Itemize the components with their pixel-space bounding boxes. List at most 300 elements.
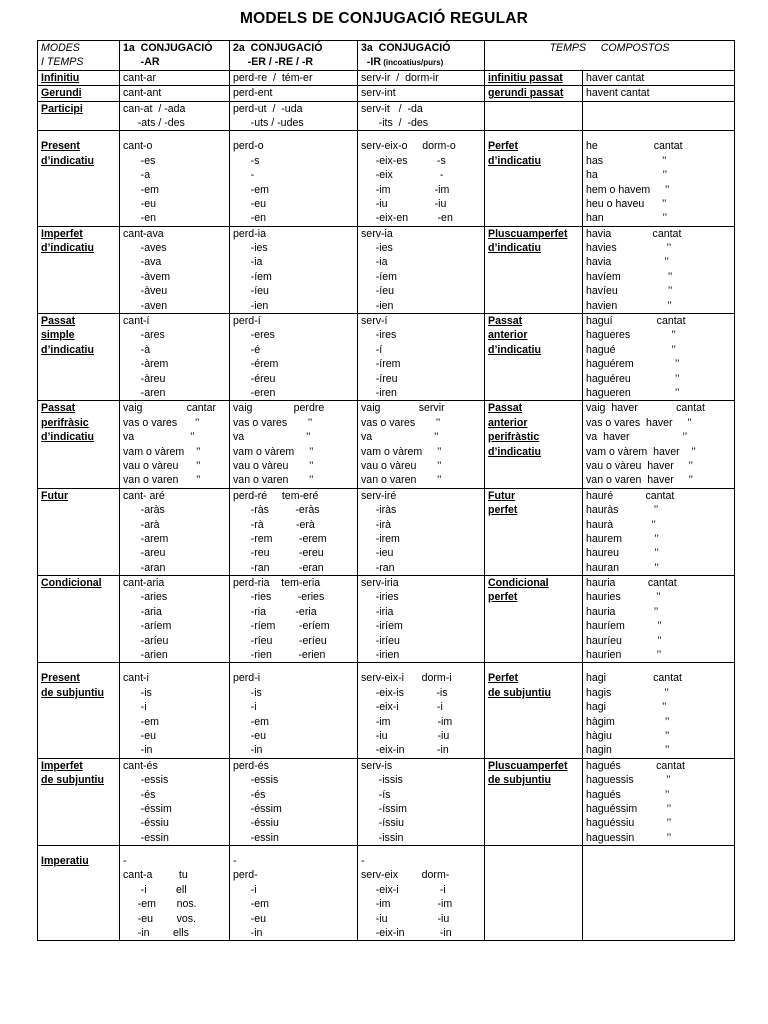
conj-2-forms-line: -ran -eran — [233, 561, 324, 574]
conj-2-forms — [230, 663, 358, 758]
conj-2-forms-line: -in — [233, 744, 263, 757]
conj-1-forms — [120, 576, 230, 663]
conj-3-forms-line: -iu -iu — [361, 729, 450, 742]
table-row — [38, 758, 735, 845]
conj-2-forms-line: vas o vares ’’ — [233, 416, 313, 429]
conj-2-forms — [230, 846, 358, 941]
compound-tense-forms-line: vau o vàreu haver ’’ — [586, 459, 693, 472]
compound-tense-name-line: gerundi passat — [488, 87, 564, 100]
conj-1-forms-line: -in ells — [123, 927, 189, 940]
conj-3-forms-line: -iríem — [361, 620, 403, 633]
compound-tense-name-line: d’indicatiu — [488, 343, 541, 356]
conj-2-forms — [230, 576, 358, 663]
conj-2-forms-line: -éreu — [233, 372, 276, 385]
conj-1-forms-line: can-at / -ada — [123, 102, 186, 115]
conj-3-forms-line: -eix-en -en — [361, 212, 453, 225]
compound-tense-forms-line: havíem ’’ — [586, 270, 673, 283]
conj-3-forms-line: vau o vàreu ’’ — [361, 459, 442, 472]
conj-1-forms — [120, 846, 230, 941]
compound-tense-forms-line: han ’’ — [586, 212, 668, 225]
conj-3-forms — [358, 314, 485, 401]
conj-1-forms — [120, 101, 230, 131]
conj-3-forms-line: -ies — [361, 242, 393, 255]
page-title: MODELS DE CONJUGACIÓ REGULAR — [239, 10, 529, 27]
conj-1-forms-line: -i ell — [123, 883, 187, 896]
conj-3-forms — [358, 131, 485, 226]
conj-1-forms-line: cant-í — [123, 315, 150, 328]
compound-tense-forms-line: havia ’’ — [586, 256, 669, 269]
compound-tense-name-line: perfet — [488, 504, 518, 517]
conj-1-forms — [120, 314, 230, 401]
conj-3-forms-line: -im -im — [361, 715, 453, 728]
mode-name — [38, 488, 120, 575]
compound-tense-name-line: infinitiu passat — [488, 71, 563, 84]
conj-1-forms-line: -areu — [123, 547, 166, 560]
conj-1-forms-line: -ats / -des — [123, 116, 185, 129]
compound-tense-forms-line: haguérem ’’ — [586, 358, 680, 371]
conj-2-forms-line: -íem — [233, 270, 272, 283]
conj-1-forms-line: -essin — [123, 831, 169, 844]
table-row — [38, 576, 735, 663]
conj-3-forms — [358, 488, 485, 575]
conj-3-forms-line: serv-is — [361, 759, 393, 772]
mode-name — [38, 758, 120, 845]
conj-2-forms-line: -em — [233, 715, 269, 728]
table-row — [38, 70, 735, 85]
header-conj-1-line: -AR — [123, 56, 160, 69]
conj-3-forms-line: serv-eix dorm- — [361, 869, 450, 882]
compound-tense-forms-line: haguéssiu ’’ — [586, 817, 672, 830]
conj-2-forms-line: -érem — [233, 358, 279, 371]
compound-tense-name — [485, 226, 583, 313]
conj-1-forms-line: cant-ava — [123, 227, 164, 240]
conj-3-forms-line: -íssiu — [361, 817, 404, 830]
header-conj-2-line: 2a CONJUGACIÓ — [233, 42, 323, 54]
conj-2-forms-line: perd-ent — [233, 87, 273, 100]
table-row — [38, 314, 735, 401]
conj-3-forms — [358, 758, 485, 845]
conj-2-forms-line: perd-re / tém-er — [233, 71, 313, 84]
compound-tense-name — [485, 758, 583, 845]
conj-3-forms — [358, 101, 485, 131]
table-row — [38, 226, 735, 313]
conj-2-forms-line: vau o vàreu ’’ — [233, 459, 314, 472]
conj-1-forms-line: -eu — [123, 197, 156, 210]
mode-name-line: de subjuntiu — [41, 686, 104, 699]
compound-tense-forms-line: hàgiu ’’ — [586, 729, 670, 742]
compound-tense-forms-line: hauríem ’’ — [586, 620, 662, 633]
conj-3-forms-line: serv-it / -da — [361, 102, 423, 115]
header-conj-3-line: 3a CONJUGACIÓ — [361, 42, 451, 54]
compound-tense-forms — [583, 101, 735, 131]
conj-1-forms-line: cant-aria — [123, 577, 165, 590]
conj-2-forms-line: van o varen ’’ — [233, 474, 314, 487]
conj-2-forms — [230, 86, 358, 101]
compound-tense-forms-line: havíeu ’’ — [586, 285, 673, 298]
table-row — [38, 101, 735, 131]
conj-1-forms-line: -i — [123, 701, 147, 714]
conj-1-forms-line: -eu vos. — [123, 912, 197, 925]
conj-3-forms-line: van o varen ’’ — [361, 474, 442, 487]
conj-2-forms-line: -i — [233, 883, 257, 896]
conj-3-forms-line: -ien — [361, 299, 394, 312]
conj-2-forms — [230, 101, 358, 131]
conj-1-forms — [120, 131, 230, 226]
conj-3-forms-line: -ieu — [361, 547, 394, 560]
conj-1-forms-line: -em — [123, 183, 159, 196]
conj-2-forms-line: perd-ut / -uda — [233, 102, 303, 115]
conj-1-forms-line: cant-és — [123, 759, 158, 772]
compound-tense-forms-line: havent cantat — [586, 87, 650, 100]
conj-1-forms-line: -aríeu — [123, 634, 169, 647]
conj-1-forms-line: -es — [123, 154, 156, 167]
compound-tense-forms-line: hagis ’’ — [586, 686, 669, 699]
mode-name-line: de subjuntiu — [41, 774, 104, 787]
conj-2-forms-line: vaig perdre — [233, 402, 325, 415]
compound-tense-forms-line: haguessin ’’ — [586, 831, 672, 844]
compound-tense-name-line: Pluscuamperfet — [488, 759, 568, 772]
conj-1-forms-line: cant-ar — [123, 71, 156, 84]
conj-3-forms-line: serv-eix-i dorm-i — [361, 672, 452, 685]
mode-name-line: Participi — [41, 102, 83, 115]
compound-tense-name-line: de subjuntiu — [488, 774, 551, 787]
compound-tense-forms-line: hem o havem ’’ — [586, 183, 670, 196]
compound-tense-forms-line: haguí cantat — [586, 315, 686, 328]
conj-3-forms-line: -íeu — [361, 285, 394, 298]
header-conj-3-line — [361, 55, 481, 69]
compound-tense-forms-line: havien ’’ — [586, 299, 672, 312]
compound-tense-forms-line: has ’’ — [586, 154, 667, 167]
conj-2-forms-line: -ies — [233, 242, 268, 255]
compound-tense-forms-line: heu o haveu ’’ — [586, 197, 667, 210]
header-modes-line: I TEMPS — [41, 56, 84, 69]
conj-2-forms-line: -s — [233, 154, 260, 167]
conj-3-forms-line: -its / -des — [361, 116, 429, 129]
conj-2-forms-line: -eu — [233, 912, 266, 925]
conj-1-forms-line: -aven — [123, 299, 168, 312]
conj-1-forms-line: -en — [123, 212, 156, 225]
compound-tense-forms — [583, 576, 735, 663]
conj-2-forms-line: -eu — [233, 197, 266, 210]
compound-tense-forms-line: haurem ’’ — [586, 532, 659, 545]
conj-3-forms-line: -eix-in -in — [361, 927, 452, 940]
conj-3-forms-line: -eix-is -is — [361, 686, 448, 699]
header-conj-3-ending: -IR — [361, 56, 382, 69]
compound-tense-forms-line: hagi cantat — [586, 672, 682, 685]
compound-tense-forms-line: haurà ’’ — [586, 518, 656, 531]
conj-1-forms — [120, 226, 230, 313]
compound-tense-forms-line: haguéssim ’’ — [586, 802, 672, 815]
conj-3-forms-line: -iràs — [361, 504, 397, 517]
conj-1-forms-line: -is — [123, 686, 152, 699]
table-row — [38, 846, 735, 941]
conj-3-forms-line: vam o vàrem ’’ — [361, 445, 442, 458]
compound-tense-name-line: Futur — [488, 489, 516, 502]
conj-3-forms-line: serv-iré — [361, 489, 397, 502]
conj-3-forms — [358, 663, 485, 758]
compound-tense-name-line: Passat — [488, 402, 523, 415]
compound-tense-name-line: Passat — [488, 315, 523, 328]
conj-2-forms-line: -ia — [233, 256, 263, 269]
compound-tense-forms-line: hagi ’’ — [586, 701, 667, 714]
mode-name-line: perifràsic — [41, 416, 89, 429]
conj-3-forms-line: -eix-in -in — [361, 744, 449, 757]
conj-2-forms-line: perd-ré tem-eré — [233, 489, 319, 502]
conj-3-forms-line: -im -im — [361, 898, 453, 911]
compound-tense-name-line: Perfet — [488, 672, 519, 685]
compound-tense-forms-line: hauria cantat — [586, 577, 677, 590]
conj-1-forms-line: -éssiu — [123, 817, 169, 830]
compound-tense-forms-line: hàgim ’’ — [586, 715, 670, 728]
conj-2-forms-line: -ríem -eríem — [233, 620, 330, 633]
compound-tense-name-line: anterior — [488, 416, 528, 429]
conj-3-forms-line: -í — [361, 343, 383, 356]
conj-1-forms — [120, 70, 230, 85]
compound-tense-forms — [583, 488, 735, 575]
conj-3-forms-line: -ires — [361, 329, 397, 342]
compound-tense-forms — [583, 663, 735, 758]
header-conj-3 — [358, 41, 485, 71]
conj-2-forms — [230, 401, 358, 488]
header-modes — [38, 41, 120, 71]
compound-tense-name-line: d’indicatiu — [488, 445, 541, 458]
conj-1-forms-line: -aria — [123, 605, 162, 618]
conj-2-forms-line: -ries -eries — [233, 591, 325, 604]
conj-3-forms-line: -iríeu — [361, 634, 400, 647]
conj-1-forms-line: -essis — [123, 774, 169, 787]
conj-1-forms-line: vau o vàreu ’’ — [123, 459, 201, 472]
conj-1-forms-line: vaig cantar — [123, 402, 217, 415]
conj-1-forms-line: -arem — [123, 532, 169, 545]
compound-tense-name-line: perifràstic — [488, 431, 540, 444]
mode-name-line: Passat — [41, 402, 76, 415]
mode-name — [38, 226, 120, 313]
compound-tense-forms — [583, 846, 735, 941]
mode-name-line: d’indicatiu — [41, 343, 94, 356]
conj-2-forms-line: -ríeu -eríeu — [233, 634, 327, 647]
mode-name — [38, 314, 120, 401]
compound-tense-name — [485, 576, 583, 663]
compound-tense-name-line: anterior — [488, 329, 528, 342]
compound-tense-forms-line: haver cantat — [586, 71, 645, 84]
conj-3-forms-line: serv-iria — [361, 577, 399, 590]
mode-name-line: d’indicatiu — [41, 154, 94, 167]
conj-1-forms-line: -és — [123, 788, 156, 801]
conj-1-forms-line: cant-a tu — [123, 869, 188, 882]
conj-2-forms-line: -ràs -eràs — [233, 504, 320, 517]
conj-3-forms-line: -issis — [361, 774, 403, 787]
header-conj-3-note: (incoatius/purs) — [381, 58, 444, 68]
compound-tense-forms-line: va haver ’’ — [586, 431, 688, 444]
conj-1-forms-line: -ava — [123, 256, 162, 269]
conj-3-forms-line: -iu -iu — [361, 912, 450, 925]
conj-2-forms-line: -essin — [233, 831, 279, 844]
conj-3-forms — [358, 226, 485, 313]
conj-1-forms-line: -aran — [123, 561, 166, 574]
conj-1-forms-line: -arien — [123, 649, 168, 662]
conj-1-forms-line: cant-i — [123, 672, 149, 685]
conj-3-forms-line: -eix-es -s — [361, 154, 446, 167]
conj-2-forms-line: -eu — [233, 729, 266, 742]
conj-2-forms-line: -íeu — [233, 285, 269, 298]
compound-tense-forms-line: he cantat — [586, 140, 683, 153]
conj-2-forms-line: -em — [233, 898, 269, 911]
mode-name — [38, 576, 120, 663]
conj-3-forms — [358, 401, 485, 488]
table-body — [38, 41, 735, 941]
conj-3-forms-line: - — [361, 855, 365, 868]
mode-name-line: Present — [41, 140, 80, 153]
conj-1-forms-line: -àveu — [123, 285, 168, 298]
conj-1-forms — [120, 758, 230, 845]
conj-2-forms — [230, 488, 358, 575]
conj-1-forms-line: vas o vares ’’ — [123, 416, 200, 429]
compound-tense-forms-line: hagueren ’’ — [586, 386, 680, 399]
conj-2-forms-line: perd-i — [233, 672, 261, 685]
conj-3-forms-line: -írem — [361, 358, 401, 371]
compound-tense-forms-line: hagin ’’ — [586, 744, 670, 757]
mode-name-line: Present — [41, 672, 80, 685]
mode-name — [38, 86, 120, 101]
conj-2-forms-line: -is — [233, 686, 262, 699]
conj-2-forms-line: perd-és — [233, 759, 269, 772]
conj-2-forms-line: -éssiu — [233, 817, 279, 830]
conj-2-forms-line: -in — [233, 927, 263, 940]
compound-tense-forms-line: hauràs ’’ — [586, 504, 659, 517]
conj-2-forms-line: perd-ria tem-eria — [233, 577, 321, 590]
conj-1-forms-line: - — [123, 855, 127, 868]
compound-tense-name-line: de subjuntiu — [488, 686, 551, 699]
conj-3-forms-line: -íem — [361, 270, 397, 283]
conj-2-forms-line: perd-o — [233, 140, 264, 153]
conj-3-forms-line: -irà — [361, 518, 392, 531]
mode-name — [38, 401, 120, 488]
compound-tense-forms-line: haurien ’’ — [586, 649, 662, 662]
conj-1-forms-line: -aves — [123, 242, 167, 255]
conj-1-forms-line: va ’’ — [123, 431, 195, 444]
header-compound-label: TEMPS COMPOSTOS — [549, 42, 670, 54]
conj-1-forms-line: vam o vàrem ’’ — [123, 445, 201, 458]
compound-tense-forms-line: hagués cantat — [586, 759, 685, 772]
table-row — [38, 131, 735, 226]
conj-2-forms-line: -en — [233, 212, 266, 225]
compound-tense-name-line: Perfet — [488, 140, 519, 153]
mode-name-line: Imperfet — [41, 227, 83, 240]
conj-2-forms-line: -és — [233, 788, 266, 801]
conj-2-forms-line: -rien -erien — [233, 649, 326, 662]
conj-3-forms-line: -irem — [361, 532, 400, 545]
compound-tense-name — [485, 314, 583, 401]
conj-2-forms-line: -reu -ereu — [233, 547, 324, 560]
compound-tense-forms-line: hauria ’’ — [586, 605, 659, 618]
header-row — [38, 41, 735, 71]
conj-1-forms-line: -ares — [123, 329, 165, 342]
conj-3-forms-line: -iu -iu — [361, 197, 447, 210]
mode-name-line: simple — [41, 329, 75, 342]
conj-1-forms — [120, 488, 230, 575]
mode-name-line: d’indicatiu — [41, 242, 94, 255]
conj-2-forms — [230, 70, 358, 85]
conj-3-forms-line: -irien — [361, 649, 400, 662]
conj-3-forms-line: -eix - — [361, 169, 444, 182]
conj-1-forms-line: -àrem — [123, 358, 169, 371]
conj-2-forms — [230, 226, 358, 313]
compound-tense-name — [485, 663, 583, 758]
compound-tense-name-line: d’indicatiu — [488, 154, 541, 167]
conj-1-forms-line: -à — [123, 343, 151, 356]
conj-3-forms — [358, 86, 485, 101]
compound-tense-forms-line: hauries ’’ — [586, 591, 661, 604]
conjugation-table — [37, 40, 735, 941]
mode-name — [38, 663, 120, 758]
compound-tense-forms-line: hagueres ’’ — [586, 329, 676, 342]
conj-3-forms-line: -iria — [361, 605, 394, 618]
conj-1-forms-line: -in — [123, 744, 153, 757]
mode-name-line: Condicional — [41, 577, 102, 590]
conj-2-forms-line: -essis — [233, 774, 279, 787]
conj-2-forms-line: vam o vàrem ’’ — [233, 445, 314, 458]
compound-tense-forms — [583, 226, 735, 313]
compound-tense-forms — [583, 401, 735, 488]
table-row — [38, 86, 735, 101]
conj-1-forms-line: van o varen ’’ — [123, 474, 201, 487]
conj-1-forms-line: -em — [123, 715, 159, 728]
conj-2-forms-line: - — [233, 169, 255, 182]
compound-tense-forms-line: vaig haver cantat — [586, 402, 705, 415]
compound-tense-name-line: Pluscuamperfet — [488, 227, 568, 240]
conj-1-forms-line: -a — [123, 169, 151, 182]
compound-tense-name — [485, 86, 583, 101]
mode-name-line: Futur — [41, 489, 69, 502]
mode-name-line: Passat — [41, 315, 76, 328]
compound-tense-forms — [583, 86, 735, 101]
conj-1-forms — [120, 86, 230, 101]
conj-3-forms-line: serv-int — [361, 87, 396, 100]
conj-1-forms-line: -aríem — [123, 620, 172, 633]
table-row — [38, 401, 735, 488]
compound-tense-forms — [583, 70, 735, 85]
compound-tense-forms — [583, 758, 735, 845]
mode-name — [38, 131, 120, 226]
conj-2-forms — [230, 314, 358, 401]
compound-tense-name-line: Condicional — [488, 577, 549, 590]
compound-tense-forms-line: vas o vares haver ’’ — [586, 416, 692, 429]
compound-tense-name — [485, 131, 583, 226]
compound-tense-forms — [583, 314, 735, 401]
mode-name-line: Imperfet — [41, 759, 83, 772]
header-conj-1 — [120, 41, 230, 71]
header-conj-2-line: -ER / -RE / -R — [233, 56, 314, 69]
conj-3-forms-line: serv-ir / dorm-ir — [361, 71, 439, 84]
mode-name-line: Gerundi — [41, 87, 82, 100]
compound-tense-name — [485, 488, 583, 575]
table-row — [38, 488, 735, 575]
conj-3-forms-line: -íreu — [361, 372, 398, 385]
compound-tense-forms-line: vam o vàrem haver ’’ — [586, 445, 696, 458]
mode-name-line: Imperatiu — [41, 855, 89, 868]
conj-3-forms-line: vas o vares ’’ — [361, 416, 441, 429]
conj-1-forms-line: cant-ant — [123, 87, 162, 100]
conj-1-forms-line: cant- aré — [123, 489, 165, 502]
conj-3-forms-line: -im -im — [361, 183, 450, 196]
conj-1-forms-line: -aries — [123, 591, 168, 604]
conj-1-forms-line: -em nos. — [123, 898, 197, 911]
conj-2-forms-line: -é — [233, 343, 261, 356]
compound-tense-name — [485, 846, 583, 941]
header-compound-tenses — [485, 41, 735, 71]
conj-3-forms-line: -ís — [361, 788, 391, 801]
compound-tense-name-line: d’indicatiu — [488, 242, 541, 255]
